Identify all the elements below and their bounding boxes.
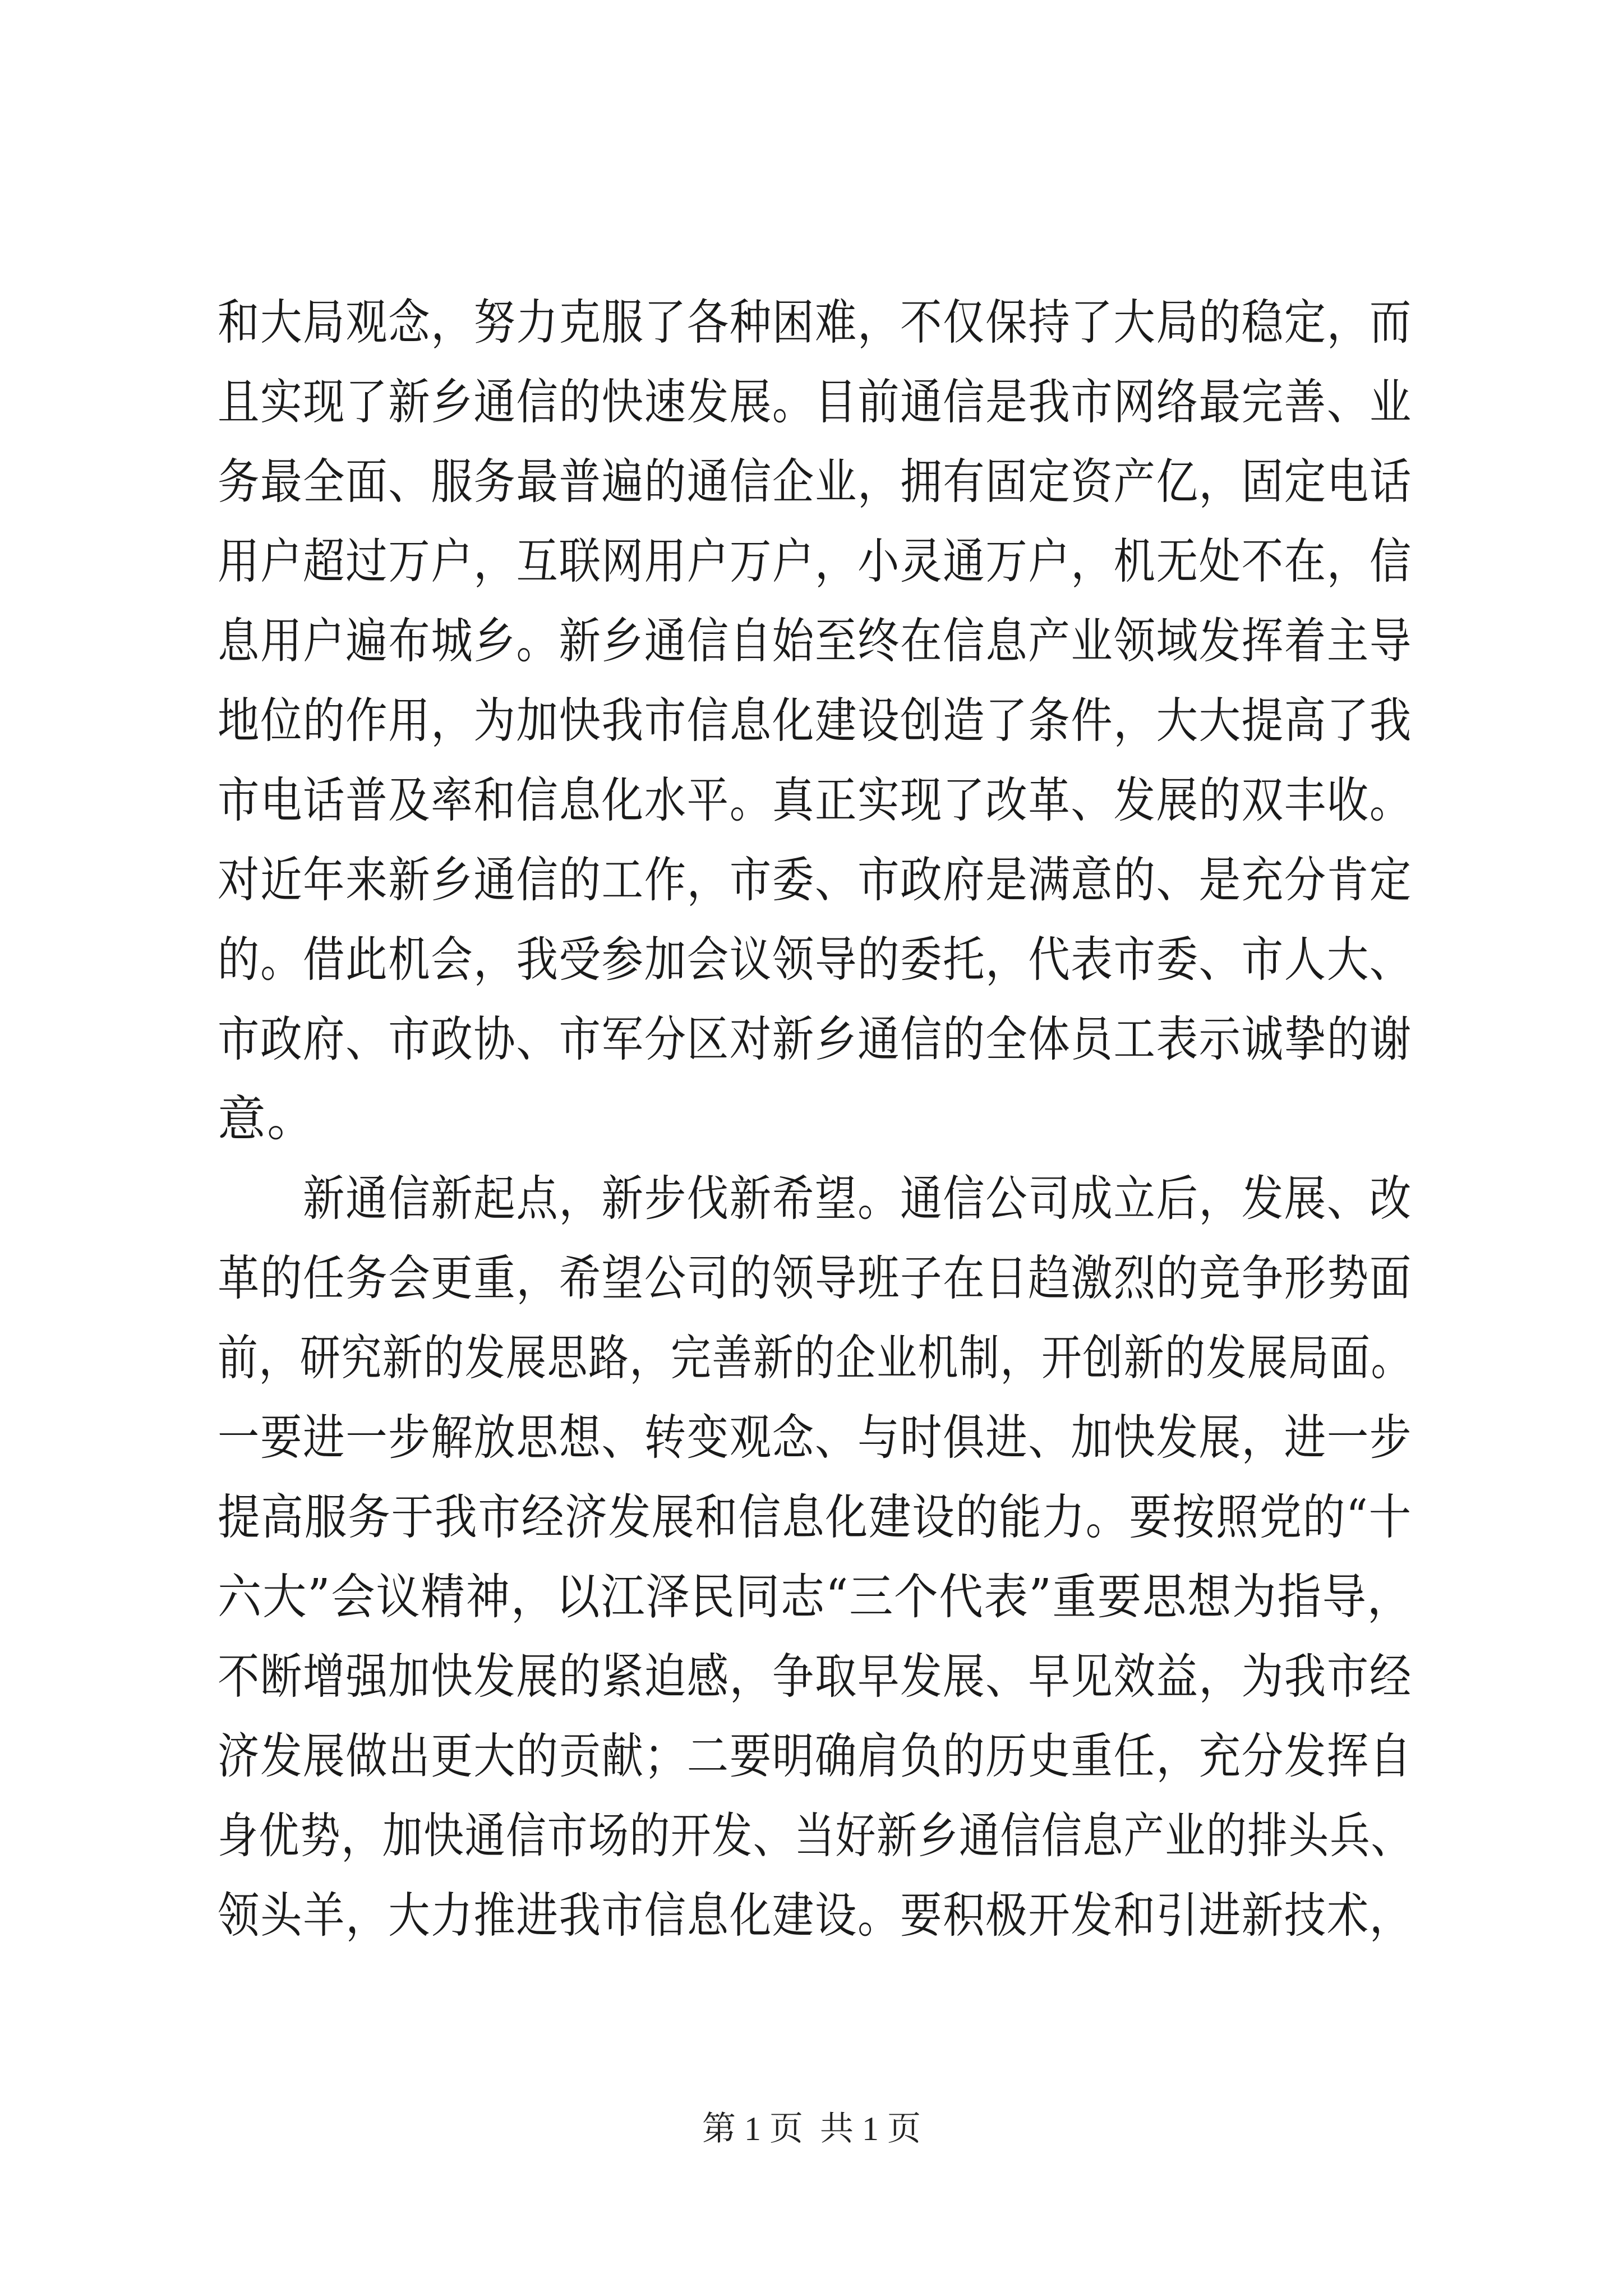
text-line: 意。 [218,1091,316,1147]
text-line: 领头羊，大力推进我市信息化建设。要积极开发和引进新技术， [218,1888,1412,1944]
text-line: 一要进一步解放思想、转变观念、与时俱进、加快发展，进一步 [218,1410,1412,1466]
text-line: 用户超过万户，互联网用户万户，小灵通万户，机无处不在，信 [218,533,1412,590]
text-line: 且实现了新乡通信的快速发展。目前通信是我市网络最完善、业 [218,374,1412,430]
text-line: 市政府、市政协、市军分区对新乡通信的全体员工表示诚挚的谢 [218,1011,1412,1068]
text-line: 地位的作用，为加快我市信息化建设创造了条件，大大提高了我 [218,693,1412,749]
text-line: 新通信新起点，新步伐新希望。通信公司成立后，发展、改 [218,1171,1412,1227]
page-number-footer: 第 1 页 共 1 页 [702,2110,921,2147]
text-line: 息用户遍布城乡。新乡通信自始至终在信息产业领域发挥着主导 [218,613,1412,669]
text-line: 和大局观念，努力克服了各种困难，不仅保持了大局的稳定，而 [218,295,1412,351]
text-line: 不断增强加快发展的紧迫感，争取早发展、早见效益，为我市经 [218,1649,1412,1705]
text-line: 济发展做出更大的贡献；二要明确肩负的历史重任，充分发挥自 [218,1728,1412,1784]
text-line: 身优势，加快通信市场的开发、当好新乡通信信息产业的排头兵、 [218,1808,1412,1864]
text-line: 的。借此机会，我受参加会议领导的委托，代表市委、市人大、 [218,932,1412,988]
text-line: 市电话普及率和信息化水平。真正实现了改革、发展的双丰收。 [218,772,1412,829]
text-line: 务最全面、服务最普遍的通信企业，拥有固定资产亿，固定电话 [218,454,1412,510]
text-line: 六大”会议精神，以江泽民同志“三个代表”重要思想为指导， [218,1569,1412,1625]
text-line: 革的任务会更重，希望公司的领导班子在日趋激烈的竞争形势面 [218,1250,1412,1306]
text-line: 对近年来新乡通信的工作，市委、市政府是满意的、是充分肯定 [218,852,1412,908]
text-line: 提高服务于我市经济发展和信息化建设的能力。要按照党的“十 [218,1489,1412,1545]
text-line: 前，研究新的发展思路，完善新的企业机制，开创新的发展局面。 [218,1330,1412,1386]
